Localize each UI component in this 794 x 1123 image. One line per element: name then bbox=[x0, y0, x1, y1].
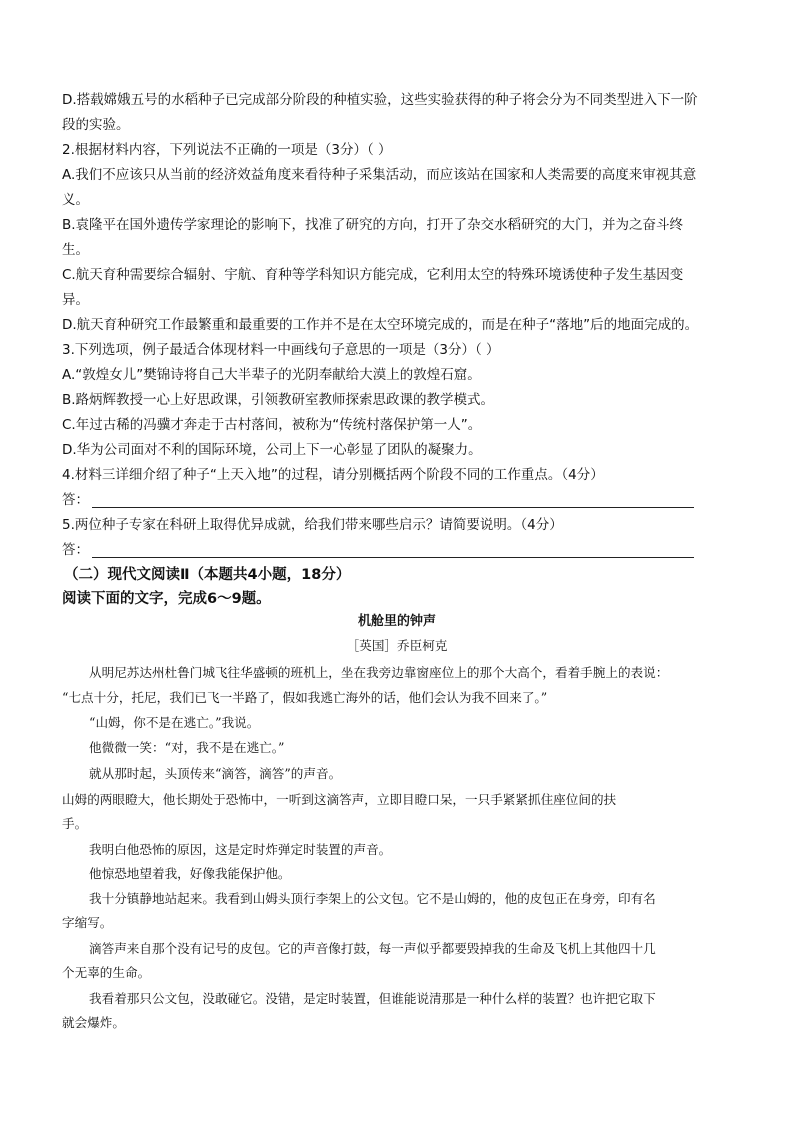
question-4: 4.材料三详细介绍了种子“上天入地”的过程，请分别概括两个阶段不同的工作重点。（4分） bbox=[62, 467, 604, 483]
story-line: 字缩写。 bbox=[62, 915, 113, 930]
q2-option-d: D.航天育种研究工作最繁重和最重要的工作并不是在太空环境完成的，而是在种子“落地”后的地面完成的。 bbox=[62, 317, 699, 333]
q2-option-b-line2: 生。 bbox=[62, 242, 89, 258]
q2-option-c-line2: 异。 bbox=[62, 292, 89, 308]
q2-option-b-line1: B.袁隆平在国外遗传学家理论的影响下，找准了研究的方向，打开了杂交水稻研究的大门，并为之奋斗终 bbox=[62, 217, 684, 233]
story-line: 手。 bbox=[62, 816, 88, 831]
story-line: 他微微一笑：“对，我不是在逃亡。” bbox=[89, 740, 285, 755]
story-author: ［英国］乔臣柯克 bbox=[346, 638, 448, 653]
answer-4-line[interactable] bbox=[92, 507, 694, 508]
q2-option-a-line2: 义。 bbox=[62, 192, 89, 208]
q1-option-d-line1: D.搭载嫦娥五号的水稻种子已完成部分阶段的种植实验，这些实验获得的种子将会分为不同类型进入下一阶 bbox=[62, 92, 698, 108]
question-5: 5.两位种子专家在科研上取得优异成就，给我们带来哪些启示？请简要说明。（4分） bbox=[62, 517, 563, 533]
q3-option-c: C.年过古稀的冯骥才奔走于古村落间，被称为“传统村落保护第一人”。 bbox=[62, 417, 482, 433]
story-line: 我明白他恐怖的原因，这是定时炸弹定时装置的声音。 bbox=[89, 842, 392, 857]
story-line: 他惊恐地望着我，好像我能保护他。 bbox=[89, 866, 291, 881]
section-instruction: 阅读下面的文字，完成6～9题。 bbox=[62, 591, 271, 607]
story-line: “七点十分，托尼，我们已飞一半路了，假如我逃亡海外的话，他们会认为我不回来了。” bbox=[62, 690, 548, 705]
question-2: 2.根据材料内容，下列说法不正确的一项是（3分）（ ） bbox=[62, 142, 392, 158]
answer-4-label: 答： bbox=[62, 492, 89, 508]
section-heading: （二）现代文阅读Ⅱ（本题共4小题，18分） bbox=[64, 567, 351, 583]
q1-option-d-line2: 段的实验。 bbox=[62, 117, 130, 133]
story-line: 个无辜的生命。 bbox=[62, 965, 151, 980]
story-line: 就从那时起，头顶传来“滴答，滴答”的声音。 bbox=[89, 766, 342, 781]
answer-5-line[interactable] bbox=[92, 557, 694, 558]
story-line: 山姆的两眼瞪大，他长期处于恐怖中，一听到这滴答声，立即目瞪口呆，一只手紧紧抓住座位间的扶 bbox=[62, 792, 617, 807]
q3-option-a: A.“敦煌女儿”樊锦诗将自己大半辈子的光阴奉献给大漠上的敦煌石窟。 bbox=[62, 367, 481, 383]
answer-5-label: 答： bbox=[62, 542, 89, 558]
story-line: 从明尼苏达州杜鲁门城飞往华盛顿的班机上，坐在我旁边靠窗座位上的那个大高个，看着手腕上的表说： bbox=[89, 665, 669, 680]
story-line: 滴答声来自那个没有记号的皮包。它的声音像打鼓，每一声似乎都要毁掉我的生命及飞机上其他四十几 bbox=[89, 941, 656, 956]
q2-option-c-line1: C.航天育种需要综合辐射、宇航、育种等学科知识方能完成，它利用太空的特殊环境诱使种子发生基因变 bbox=[62, 267, 684, 283]
story-line: “山姆，你不是在逃亡。”我说。 bbox=[89, 715, 260, 730]
story-line: 我十分镇静地站起来。我看到山姆头顶行李架上的公文包。它不是山姆的，他的皮包正在身旁，印有名 bbox=[89, 891, 656, 906]
story-title: 机舱里的钟声 bbox=[357, 614, 436, 629]
q3-option-d: D.华为公司面对不利的国际环境，公司上下一心彰显了团队的凝聚力。 bbox=[62, 442, 482, 458]
story-line: 就会爆炸。 bbox=[62, 1015, 125, 1030]
story-line: 我看着那只公文包，没敢碰它。没错，是定时装置，但谁能说清那是一种什么样的装置？也许把它取下 bbox=[89, 991, 656, 1006]
q2-option-a-line1: A.我们不应该只从当前的经济效益角度来看待种子采集活动，而应该站在国家和人类需要的高度来审视其意 bbox=[62, 167, 697, 183]
q3-option-b: B.路炳辉教授一心上好思政课，引领教研室教师探索思政课的教学模式。 bbox=[62, 392, 495, 408]
question-3: 3.下列选项，例子最适合体现材料一中画线句子意思的一项是（3分）（ ） bbox=[62, 342, 500, 358]
